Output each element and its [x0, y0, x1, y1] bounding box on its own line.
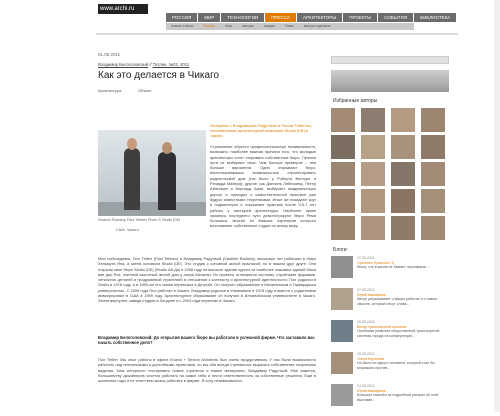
- blog-list: [331, 256, 449, 416]
- blog-thumb[interactable]: [331, 288, 353, 310]
- blog-entry[interactable]: [331, 384, 449, 412]
- scrollbar[interactable]: [494, 0, 500, 412]
- blog-snippet: Автор рассказывает о ваших работах и о новом смысле, который несут слова...: [357, 297, 437, 306]
- nav-tab-library[interactable]: БИБЛИОТЕКА: [414, 13, 456, 22]
- blog-thumb[interactable]: [331, 352, 353, 374]
- author-avatar[interactable]: [361, 135, 385, 159]
- page: [96, 0, 458, 412]
- blog-title[interactable]: Орхитект: Красочно 1): [357, 260, 395, 265]
- featured-authors-grid: [331, 108, 449, 240]
- nav-tab-russia[interactable]: РОССИЯ: [166, 13, 197, 22]
- blog-date: 26.05.2011: [357, 320, 375, 324]
- author-avatar[interactable]: [421, 108, 445, 132]
- author-avatar[interactable]: [391, 162, 415, 186]
- author-avatar[interactable]: [421, 135, 445, 159]
- subnav-media[interactable]: медиа: [264, 24, 275, 28]
- byline-separator: //: [149, 62, 153, 67]
- author-avatar[interactable]: [361, 216, 385, 240]
- featured-authors-title: Избранные авторы: [333, 98, 378, 104]
- header-divider: [96, 33, 458, 35]
- nav-tab-projects[interactable]: ПРОЕКТЫ: [343, 13, 377, 22]
- photo-person-left: [124, 148, 140, 210]
- article-photo[interactable]: [98, 130, 206, 216]
- blog-snippet: Не было ни одного человека, который стал бы возражать против...: [357, 361, 435, 370]
- subnav-issue[interactable]: выпуск журнала: [303, 24, 331, 28]
- author-avatar[interactable]: [331, 135, 355, 159]
- blog-entry[interactable]: [331, 288, 449, 316]
- blog-snippet: Проблема развития общественной транспортной системы города на конференции...: [357, 329, 440, 338]
- subnav-new-articles[interactable]: новые статьи: [171, 24, 194, 28]
- blog-entry-text: [357, 288, 447, 306]
- photo-floor: [98, 202, 206, 216]
- author-avatar[interactable]: [391, 135, 415, 159]
- photo-head-right: [162, 142, 172, 154]
- nav-tab-world[interactable]: МИР: [198, 13, 220, 22]
- blog-thumb[interactable]: [331, 256, 353, 278]
- author-avatar[interactable]: [391, 216, 415, 240]
- meta-category[interactable]: Архитектура: [98, 88, 122, 93]
- photo-head-left: [127, 138, 137, 150]
- blog-entry[interactable]: [331, 320, 449, 348]
- nav-tab-press[interactable]: ПРЕССА: [265, 13, 296, 22]
- interview-question: Владимир Белоголовский: До открытия вашего бюро вы работали в успешной фирме. Что заставило вас начать собственное дело?: [98, 335, 315, 346]
- blog-date: 27.05.2011: [357, 256, 375, 260]
- article-place: США. Чикаго: [116, 228, 139, 232]
- blog-entry[interactable]: [331, 256, 449, 284]
- blog-title[interactable]: Вечер транспортной системы: [357, 324, 407, 329]
- photo-person-right: [158, 152, 176, 210]
- author-avatar[interactable]: [331, 108, 355, 132]
- nav-tab-architects[interactable]: АРХИТЕКТОРЫ: [297, 13, 342, 22]
- author-avatar[interactable]: [421, 216, 445, 240]
- author-avatar[interactable]: [361, 189, 385, 213]
- author-avatar[interactable]: [421, 189, 445, 213]
- author-avatar[interactable]: [331, 162, 355, 186]
- subnav-themes[interactable]: Темы: [284, 24, 294, 28]
- subnav-russia[interactable]: Россия: [203, 24, 216, 28]
- author-avatar[interactable]: [391, 189, 415, 213]
- blog-date: 24.05.2011: [357, 384, 375, 388]
- blog-title[interactable]: Ольга Корнеева: [357, 356, 384, 361]
- subnav-world[interactable]: Мир: [225, 24, 233, 28]
- blog-entry-text: [357, 256, 447, 270]
- interview-answer: Пол Тебен: Мы опыт работы в офисе Krueck + Sexton Architects был очень продуктивным. У нас были возможности работать над интересными и достойными проектами, но мы оба всегда стремились выразить собственные творческие видения. Нам интересно тестировать новые стратегии и новые материалы. Владимир Радутный: Мне кажется, большинству дизайнеров хочется работать на самих себя и нести ответственность за собственные решения. Еще в школьные годы я не хотел всю жизнь работать в фирме. Я хочу независимости.: [98, 357, 316, 384]
- photo-caption: Vladimir Radutny, Paul Tebben Photo © Studio |DE|: [98, 218, 181, 222]
- article-byline: [98, 62, 189, 67]
- article-lead: Интервью с Владимиром Радутным и Полом Тебеном, основателями архитектурной компании Studio |DE| в Чикаго.: [210, 123, 312, 139]
- sidebar-banner[interactable]: [331, 70, 449, 92]
- blog-thumb[interactable]: [331, 320, 353, 342]
- author-avatar[interactable]: [391, 108, 415, 132]
- source-link[interactable]: Татлин, №02, 2011: [152, 62, 190, 67]
- blog-snippet: Большое спасибо за подробный рассказ об этой выставке...: [357, 393, 439, 402]
- author-avatar[interactable]: [331, 189, 355, 213]
- author-avatar[interactable]: [421, 162, 445, 186]
- blog-entry[interactable]: [331, 352, 449, 380]
- article-title: Как это делается в Чикаго: [98, 70, 220, 81]
- author-avatar[interactable]: [331, 216, 355, 240]
- article-body-text: Мои собеседники, Пол Тебен (Paul Tebben) и Владимир Радутный (Vladimir Radutny) несколько лет работали в бюро Хельмута Яна, а затем основали Studio |DE|. Это студия с основной жилой практикой, но в нашем друг друге. Они открыли свое бюро Studio |DE| (Studio Ай-Ди) в 2008 году на высокое здание одного из наиболее знаковых зданий Миса ван дер Роэ, элитный высотный жилой дом у озера Мичиган. Их проекты отличаются чистыми, стройными формами, четкостью деталей и продуманной стратегией в отношении к контексту и архитектурной идентичности; Пол родился в Огайо в 1976 году, а в 1980-ом его семья переехала в Детройт. Он получил образование в Мичиганском и Гарвардском университетах. С 2005 года Пол работал в Чикаго. Владимир родился в Ульяновске в 1978 году и вместе с родителями иммигрировал в США в 1989 году. Архитектурное образование он получил в Иллинойсском университете в Чикаго. Затем вернулся, заведя студию в Лондоне и с 2003 года переехал в Чикаго.: [98, 256, 316, 304]
- blog-title[interactable]: Юрий Аввакумов: [357, 292, 386, 297]
- meta-object[interactable]: Объект: [138, 88, 152, 93]
- blog-date: 27.05.2011: [357, 288, 375, 292]
- top-navigation: [166, 13, 457, 22]
- subnav-authors[interactable]: авторы: [242, 24, 255, 28]
- author-avatar[interactable]: [361, 108, 385, 132]
- nav-tab-technology[interactable]: ТЕХНОЛОГИИ: [221, 13, 264, 22]
- blog-thumb[interactable]: [331, 384, 353, 406]
- blog-section-title: Блоги:: [333, 247, 348, 253]
- blog-entry-text: [357, 384, 447, 402]
- blog-date: 25.05.2011: [357, 352, 375, 356]
- search-input[interactable]: [331, 56, 449, 64]
- blog-entry-text: [357, 320, 447, 338]
- nav-tab-events[interactable]: СОБЫТИЯ: [378, 13, 413, 22]
- article-date: 01.06.2011: [98, 52, 121, 57]
- blog-entry-text: [357, 352, 447, 370]
- article-intro-text: Стремление обрести профессиональную независимость, возможно, наиболее важная причина того, что молодые архитекторы хотят открывать собственные бюро. Причем пути их выбирают свои. Чем больше примеров – тем больше вариантов. Одни открывают бюро, воспользовавшись возможностью спроектировать родительский дом (так было у Роберта Вентури и Ричарда Майера); другие, как Даниэль Либескинд, Петер Айзенман и Бернард Чуми, выбирают академическую дорогу и приходят к самостоятельной практике уже будучи известными теоретиками. Иные же покидают круг в подмастерья и открывают практики после 3-5-7 лет работы у пастырей архитектуры. Наиболее яркие примеры последнего пути демонстрируют бюро Рема Колхааса, многие из бывших партнеров которого возглавляют собственные студии по всему миру.: [210, 144, 316, 229]
- author-avatar[interactable]: [361, 162, 385, 186]
- article-meta: [98, 88, 152, 93]
- site-logo[interactable]: www.archi.ru: [98, 4, 148, 14]
- author-link[interactable]: Владимир Белоголовский: [98, 62, 149, 67]
- blog-title[interactable]: Юрий Аввакумов: [357, 388, 386, 393]
- sub-navigation: [166, 23, 414, 30]
- blog-snippet: Жаль, что в жизни не бывает черновиков ...: [357, 265, 431, 270]
